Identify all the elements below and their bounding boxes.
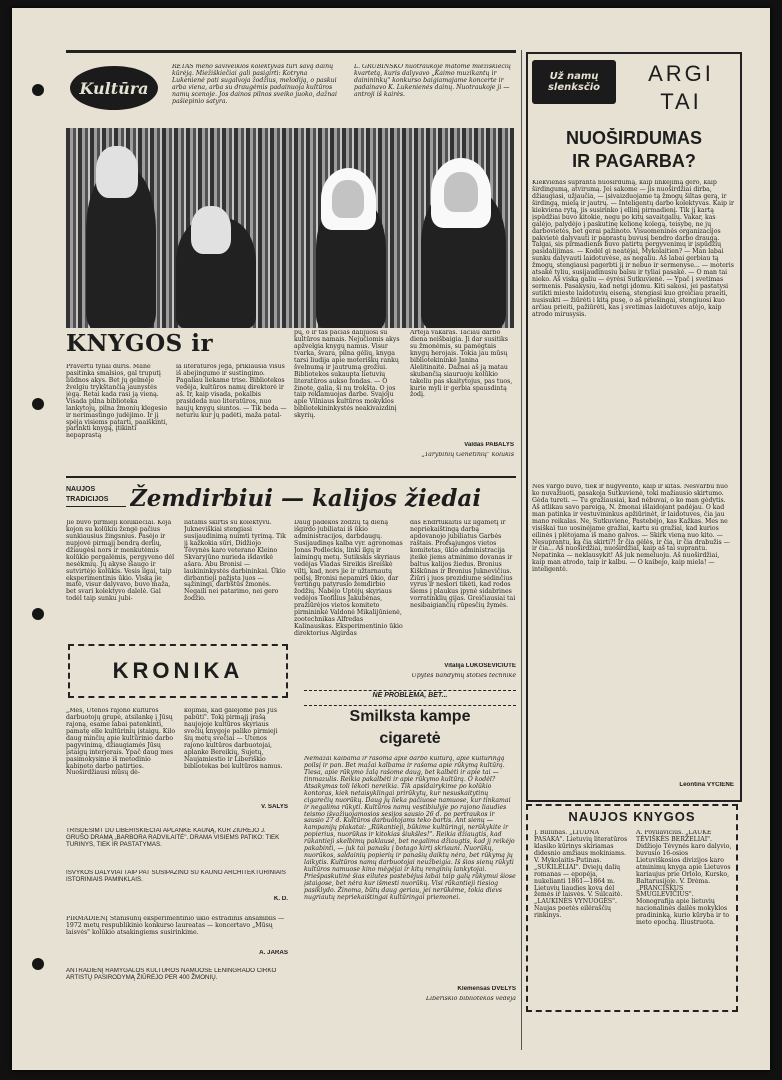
kronika-intro-col-1: „Mes, Utenos rajono kultūros darbuotojų grupė, atsilankę į Jūsų rajoną, esame labai patenkinti, pamatę elle kultūrinių įstaigų. Kilo daug minčių apie kultūrinio darbo pagyvinimą, džiaugiamės Jūsų įstaigų interjerais. Ypač daug mes pasimokysime iš metodinio kabineto darbo patirties. Nuoširdžiausi mūsų dė- <box>66 708 176 777</box>
kronika-intro-col-2: kojimai, kad galėjome pas Jus pabūti". Tokį pirmąjį įrašą naujojoje kultūros skyriaus svečių knygoje paliko pirmieji šių metų svečiai — Utenos rajono kultūros darbuotojai, aplanke Bereikių, Sujetų, Naujamiestio ir Liberiškio bibliotekas bei kultūros namus. <box>184 708 283 770</box>
knygos-col-2: la literatūros jėga, priklausia visus iš abejingumo ir sustingimo. Pagaliau liekame trise. Bibliotekos vedėja, kultūros namų direktorė ir aš. Ir, kaip visada, pokalbis prasideda nuo literatūros, nuo naujų knygų siuntos. — Tik beda — neturiu kur jų padėti, maža patal- <box>176 364 287 419</box>
zemdirbiui-kicker-2: TRADICIJOS <box>66 496 109 503</box>
kronika-item-1: TRISDESIMT DU LIBERIŠKIEČIAI APLANKE KAUNĄ, KUR ŽIŪRĖJO J. GRUŠO DRAMĄ „BARBORA RADVILAITĖ". DRAMA VISIEMS PATIKO: TIEK TURINYS, TIEK IR PASTATYMAS. <box>66 828 280 848</box>
knygos-col-1: Pravertu tyliai duris. Mane pasitinka smalsios, gal truputį liūdnos akys. Bet jų gelmėje žvelgiu trykštančią jaunystės jėgą. Retai kada rasi ją vieną. Visada pilna biblioteka lankytojų, pilna žmonių klegesio ir nerimastingo judėjimo. Ir jį spėja visiems patarti, paaiškinti, parinkti knygą, įtikinti nepaprastą <box>66 364 168 440</box>
section-rule <box>66 476 516 478</box>
argi-title-1: NUOŠIRDUMAS <box>565 128 702 148</box>
uz-namu-logo <box>532 60 616 104</box>
uz-namu-logo-text-1: Už namų <box>549 71 599 82</box>
zemdirbiui-col-1: Jie buvo pirmieji kolūkiečiai. Koja kojon su kolūkiu žengė pačius sunkiausius žingsnius. Pasėjo ir nupjovė pirmąjį bendrą derlių, džiaugėsi nors ir menkutėmis kolūkio pergalėmis, pergyveno dėl nesėkmių. Jų akyse išaugo ir sutvirtėjo kolūkis. Vesis ilgai, taip eksperimentinis ūkio. Viską jie matė, visur dalyvavo, buvo maža, bet svari kolektyvo dalelė. Gal todėl taip sunku jubi- <box>66 520 175 603</box>
kronika-intro-author: V. SALYS <box>260 804 288 810</box>
zemdirbiui-author: Vitalija LUKOSEVIČIŪTĖ <box>444 663 516 669</box>
smilksta-body: Nemažai kalbama ir rašoma apie darbo kultūrą, apie kultūringą poilsį ir pan. Bet mažai kalbama ir rašoma apie rūkymą kultūrą. Tiesa, apie rūkymo žalą rašome daug, bet kalbėti ir apie tai — tinmazulis. Reikia pakalbėti ir apie rūkymo kultūrą. O kodėl? Atsakymas toli lėkoti nereikia. Tik apsidairykime po kolūkio kontoras, kiek netaisyklingai prirūkytų, kur nesuskaitytinų cigarečių nuorūkų. Daug jų lieka pačiuose namuose, kur tinkamai ir negalima rūkyti. Kultūros namų vestibiulyje po rajono liaudies teismo išvažiuojamosios sesijos sausio 26 d. po pertraukos ir sausio 27 d. Kultūros darbuotojams teko bartis. Ant sienų — kampanijų plakatai: „Rūkantieji, būkime kultūringi, nerūkykite ir popierius, nuorūkas ir kitokias šiukšles!". Reikia džiaugtis, kad rūkantieji skelbimų paklausė, bet negalima džiaugtis, kad jį reikėjo pakabinti, — juk tai panašu į botago kirtį skriauni. Nuorūkų, nuorūkos, saldainių popierių ir panašių daiktų nėra, bet rūkymą jų laikytis. Kultūros namų darbuotojai neužbeigia. Iš šios sienų rūkyti kultūros namuose kino mėgėjai ir kitų renginių lankytojai. Priešpaskutinė šias eilutes pastebėjus labai taip galų rūkymui šiose įstaigose, bet nėra kur išmesti nuorūkų. Visi rūkantieji tiesiog pasiklydo. Žinoma, būtų daug geriau, jei nerūkėme, tokia dievs nugriautų nepriekaištingai kultūringai priemonei. <box>304 756 516 901</box>
binding-hole <box>32 958 44 970</box>
kronika-banner <box>68 644 288 698</box>
smilksta-kicker: NE PROBLEMA, BET... <box>304 690 516 706</box>
argi-author: Leontina VYČIENĖ <box>679 782 734 788</box>
argi-title-2: IR PAGARBA? <box>572 151 696 171</box>
quartet-photo <box>66 128 514 328</box>
knygos-title: KNYGOS ir <box>66 330 214 357</box>
argi-head-1: ARGI <box>648 62 714 86</box>
knygos-col-3: pų, o ir tas pačias dalijuosi su kultūros namais. Nejučiomis akys apžvelgia knygų namus. Visur tvarka, švara, pilna gėlių, knyga tarsi liudija apie moteriškų rankų švelnumą ir jautrumą grožiui. Bibliotekos sukaupta lietuvių literatūros aukso fondas. — O žinote, galia, ši nų trokšta. O jos taip reklamuojas darbe. Svajoju apie Vilniaus kultūros mokyklos bibliotekininkystės neakivaizdinį skyrių. <box>294 330 400 420</box>
newspaper-page <box>12 8 770 1070</box>
naujos-knygos-col-1: J. Biliūnas. „LIŪDNA PASAKA". Lietuvių literatūros klasiko kūrinys skiriamas didesnio amžiaus mokiniams. V. Mykolaitis-Putinas. „SUKILĖLIAI". Dviejų dalių romanas — epopėja, nukelianti 1861—1864 m. Lietuvių liaudies kovą dėl žemės ir laisvės. V. Sulcaitė. „LAUKINĖS VYNUOGĖS". Naujas poetės eilėraščių rinkinys. <box>534 830 628 920</box>
zemdirbiui-author-sub: Upytės bandymų stoties technikė <box>411 673 516 679</box>
smilksta-author: Klemensas DVELYS <box>457 986 516 992</box>
kicker-rule <box>66 506 126 507</box>
zemdirbiui-col-3: Daug padėkos žodžių tą dieną išgirdo jubiliatai iš ūkio administracijos, darbdaugų. Susijaudinęs kalba vyr. agronomas Jonas Podleckis, linki ilgų ir laimingų metų. Sutikskis skyriaus vedėjas Vladas Sireikis išreiškė viltį, kad, nors jie ir užtarnautų poilsį, Bronisi nepamirš ūkio, dar vertingų patyrusio žemdirbio žodžių. Nabėjo Uptėjų skyriaus vedėjos Teofilius Jakubėnas, pražiūrėjos vietos komiteto pirmininkė Valdonė Mikalijūnienė, zootechnikas Alfredas Kalinauskas. Eksperimentinio ūkio direktorius Algirdas <box>294 520 403 637</box>
kronika-item-3: PIRMADIENĮ Stanišūnų eksperimentinio ūkio estradinis ansamblis — 1972 metų respublikinio konkurso laureatas — koncertavo „Mūsų laisvės" kolūkio atsakingiems susirinkime. <box>66 916 285 936</box>
column-divider <box>521 50 522 1050</box>
binding-hole <box>32 398 44 410</box>
zemdirbiui-col-2: liatams skirtis su kolektyvu. Jukneviškiai stengiasi susijaudinimą nuimti tyrimą. Tik jį kažkokia sūri, Didžiojo Tėvynės karo veterano Kleino Skvaryjūno nurieda išdavikė ašara. Abu Bronisi — laukininkystės darbininkai. Ūkio dirbantieji pažįsta juos — sąžiningi, darbštūs žmonės. Negaili nei patarimo, nei gero žodžio. <box>184 520 286 603</box>
kronika-title: KRONIKA <box>112 658 244 683</box>
argi-head-2: TAI <box>660 90 702 114</box>
binding-hole <box>32 608 44 620</box>
zemdirbiui-title: Žemdirbiui — kalijos žiedai <box>130 485 482 512</box>
top-article-left: RETAS meno saviveiklos kolektyvas turi savą dainų kūrėją. Miežiškiečiai gali pasigirti: Kotryna Lukenienė pati sugalvoja žodžius, melodiją, o paskui arba viena, arba su draugėmis padainuoja kultūros namų scenoje. Jos dainos pilnos sveiko juoko, dažnai pašiepinio satyra. <box>172 64 337 105</box>
argi-body-1: Kiekvienas supranta nuoširdumą, kaip linkėjimą gero, kaip širdingumą, atvirumą. Jei sakome — jis nuoširdžiai dirba, džiaugiasi, užjaučia, — įsivaizduojame tą žmogų šiltas gerą, ir širdingą, mielą ir jautrų. — Inteligentų darbo kolektyvas. Kaip ir kiekviena rytą, jis susirinko į ellinį pirmadienį. Tik jį kartą įspūdžiai buvo kitokie, negu po kitų savaitgalių. Vakar, kas galėjo, palydėjo į paskutinę kelionę kolegą, teisybę, ne jų darbovietės, bet gerai pažinoto. Visuomeninės organizacijos pakvietė dalyvauti ir paprastų buvusį bendro darbo draugą. Talgai, sis pirmadienis buvo patirtų pergyvenimų ir įspūdžių pasidalijimas. — Kodėl gi neatėjai, Mykolaitien? — Man labai sunku dalyvauti laidotuvėse, as negaliu. Aš labai gerbiau tą žmogų, stengiausi pagerbti jį ir nebuo ir sermenyse... — moteris atsakė tyliu, susijaudinusiu balsu ir tyliai pasakė. — O man tai nieko. Aš viską galiu — ėyrėsi Sutkuvienė. — Ypač į svetimas sermenis. Pasakysiu, kad netgi įdomu. Kiti sakosi, jei pastatysi sutikti mieste laidotuvių eiseną, stengiasi kuo greičiau praeiti, nusisukti — žiūrėti i kitą pusę, o aš priešingai, stengiuosi kuo arčiau prieiti, pažiūrėti, kas į svetimas laidotuves atėjo, kaip atrodo mirusysis. <box>532 180 734 318</box>
smilksta-title-2: cigaretė <box>379 730 441 747</box>
culture-logo <box>70 66 158 110</box>
knygos-author-sub: „Tarybinių Genėtinių" kolūkis <box>421 452 514 458</box>
knygos-author: Valdas PABALYS <box>464 442 514 448</box>
kronika-item-2: IŠVYKOS DALYVIAI TAIP PAT SUSIPAŽINO SU KAUNO ARCHITEKTŪRINIAIS ISTORINIAIS PAMINKLAIS. <box>66 870 286 883</box>
smilksta-author-sub: Liberiškio bibliotekos vedėja <box>426 996 516 1002</box>
uz-namu-logo-text-2: slenksčio <box>547 82 601 93</box>
smilksta-title-1: Smilksta kampe <box>349 708 471 725</box>
top-rule <box>66 50 516 53</box>
kronika-item-4: ANTRADIENĮ RAMYGALOS KULTŪROS NAMUOSE LENINGRADO CIRKO ARTISTŲ PASIRODYMĄ ŽIŪRĖJO PER 400 ŽMONIŲ. <box>66 968 277 981</box>
binding-hole <box>32 84 44 96</box>
argi-body-2: Nes vargo buvo, tiek ir nugyvento, kaip ir kitas. Nesvarbu nuo ko nuvažiuoti, pasakoja Sutkuvienė, toki mažiausio skirtumo. Gėda tureti. — Tu gražiausiai, kad nėbuvai, o ko man gėdytis. Aš atlikau savo pareigą, N. žmonai išlaidojant padėjau. O kad man patinka ir vestuvininkus apžiūrinėt, ir laidotuves, čia jau mano reikalas. Ne, Sutkuviene, Pastebėjo, kas Kažkas. Mes ne visiškai tuo uosinėjame gražiai, kartu su gražiai, kad kurios eilinės į plėtojama iš mano galvos. — Skirk vieną nuo kito. — Nesuprantu, ką čia skirti?! Ir čia gėlės, ir čia, ir čia drabužis — ir čia... Aš nuoširdžiai, nuoširdžiai, kaip aš tai suprantu. Nepatinka — neklausykit! Aš juk nemeluoju. Aš nuoširdžiai, kaip man atrodo, taip ir kalbu. — O kaibejo, kaip miela! — inteligentė. <box>532 484 730 574</box>
kronika-item-3-author: A. JARAS <box>259 950 288 956</box>
knygos-col-4: Artėja vakaras. Tačiau darbo diena neišbaigia. Ji dar susitiks su žmonėmis, su pamėgtais knygų herojais. Tokia jau mūsų bibliotekininkė Janina Alelitinaitė. Dažnai aš ją matau skubančią siauruoju kolūkio takeliu pas skaitytojus, pas tuos, kurie myli ir gerbia spausdintą žodį. <box>410 330 513 399</box>
kronika-item-2-author: K. D. <box>273 896 288 902</box>
top-article-right: L. GRUBINSKO nuotraukoje matome miežiškiečių kvartetą, kuris dalyvavo „Kaimo muzikantų ir dainininkų" konkurso baigiamajame koncerte ir padainavo K. Lukenienės dainų. Nuotraukoje ji — antroji iš kairės. <box>354 64 511 98</box>
zemdirbiui-kicker-1: NAUJOS <box>66 486 96 493</box>
culture-logo-text: Kultūra <box>79 78 149 98</box>
naujos-knygos-col-2: A. Povilavičius. „LAUKE TĖVIŠKĖS BERŽELIAI". Didžiojo Tėvynės karo dalyvio, buvusio 16-osios Lietuviškosios divizijos karo atminimų knyga apie Lietuvos kariaujus prie Orlolo, Kursko, Baltarusijoje. V. Drėma. „PRANCIŠKUS SMUGLEVIČIUS". Monografija apie lietuvių nacionalinės dailės mokyklos pradininką, kurio kūryba ir to meto epochą. Iliustruota. <box>636 830 732 927</box>
zemdirbiui-col-4: das Endrtukaitis ūž ilgametį ir nepriekaištingą darbą apdovanojo jubiliatus Garbės raštais. Profsąjungos vietos komitetas, ūkio administracija įteikė jiems atminimo dovanas ir baltus kalijos žiedus. Bronius Kiškūnas ir Bronius Juknevičius. Žiūri į juos prezidiume sėdinčius vyrus ir nesiori tikėti, kad rodos šiems į plaukus įpynė sidabrines vorratinklių gijas. Greičiausiai tai nesibaigiančių rūpesčių žymės. <box>410 520 516 610</box>
naujos-knygos-title: NAUJOS KNYGOS <box>568 810 696 824</box>
